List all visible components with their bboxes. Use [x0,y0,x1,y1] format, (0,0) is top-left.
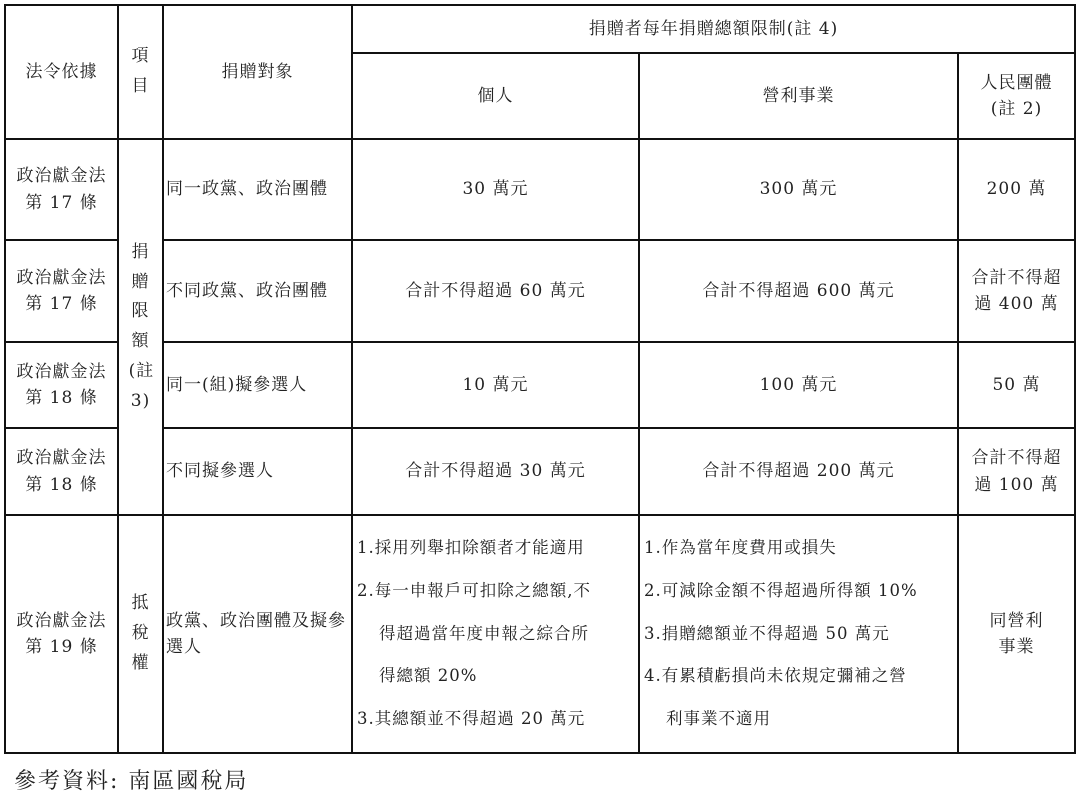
item-donation-limit: 捐贈限額(註3) [118,139,163,515]
header-civic-line2: (註 2) [990,99,1043,119]
row5-business [639,515,958,753]
law-line1: 政治獻金法 [16,448,107,469]
political-donation-table [4,4,1076,754]
row5-individual [352,515,639,753]
header-limit-group: 捐贈者每年捐贈總額限制(註 4) [352,5,1075,53]
business-rule-2: 2.可減除金額不得超過所得額 10% [644,580,918,600]
header-recipient: 捐贈對象 [163,5,352,139]
header-individual: 個人 [352,53,639,139]
row2-recipient: 不同政黨、政治團體 [163,240,352,342]
law-line1: 政治獻金法 [16,361,107,382]
individual-rule-3: 3.其總額並不得超過 20 萬元 [357,709,586,729]
row1-recipient: 同一政黨、政治團體 [163,139,352,240]
civic-line2: 過 400 萬 [974,294,1059,314]
law-line2: 第 17 條 [25,294,98,314]
law-line1: 政治獻金法 [16,267,107,288]
law-line2: 第 19 條 [25,637,98,657]
row5-recipient: 政黨、政治團體及擬參選人 [163,515,352,753]
row4-law [5,428,118,515]
header-item: 項目 [118,5,163,139]
business-rule-4: 4.有累積虧損尚未依規定彌補之營 [644,666,907,686]
law-line1: 政治獻金法 [16,610,107,631]
civic-line1: 同營利 [989,610,1044,631]
law-line2: 第 17 條 [25,192,98,213]
row3-business: 100 萬元 [639,342,958,428]
row1-civic: 200 萬 [958,139,1075,240]
row4-recipient: 不同擬參選人 [163,428,352,515]
business-rule-4-cont: 利事業不適用 [666,709,771,729]
civic-line1: 合計不得超 [971,448,1062,469]
civic-line2: 事業 [998,637,1035,657]
header-law-basis: 法令依據 [5,5,118,139]
civic-line1: 合計不得超 [971,267,1062,288]
row5-civic [958,515,1075,753]
row2-individual: 合計不得超過 60 萬元 [352,240,639,342]
law-line1: 政治獻金法 [16,166,107,187]
individual-rule-2-cont: 得超過當年度申報之綜合所 [379,623,589,643]
row3-individual: 10 萬元 [352,342,639,428]
row1-law [5,139,118,240]
header-civic-group [958,53,1075,139]
individual-rule-2: 2.每一申報戶可扣除之總額,不 [357,580,591,600]
individual-rule-1: 1.採用列舉扣除額者才能適用 [357,537,585,557]
row4-business: 合計不得超過 200 萬元 [639,428,958,515]
row4-civic [958,428,1075,515]
row1-business: 300 萬元 [639,139,958,240]
row3-law [5,342,118,428]
row2-business: 合計不得超過 600 萬元 [639,240,958,342]
header-civic-line1: 人民團體 [980,72,1053,93]
individual-rule-2-cont2: 得總額 20% [379,666,478,686]
row2-civic [958,240,1075,342]
row5-law [5,515,118,753]
row3-recipient: 同一(組)擬參選人 [163,342,352,428]
business-rule-3: 3.捐贈總額並不得超過 50 萬元 [644,623,890,643]
row4-individual: 合計不得超過 30 萬元 [352,428,639,515]
row1-individual: 30 萬元 [352,139,639,240]
row3-civic: 50 萬 [958,342,1075,428]
row2-law [5,240,118,342]
source-note: 參考資料: 南區國稅局 [14,769,249,794]
law-line2: 第 18 條 [25,474,98,495]
item-tax-deduction: 抵稅權 [118,515,163,753]
header-business: 營利事業 [639,53,958,139]
business-rule-1: 1.作為當年度費用或損失 [644,537,837,557]
law-line2: 第 18 條 [25,388,98,408]
civic-line2: 過 100 萬 [974,474,1059,495]
